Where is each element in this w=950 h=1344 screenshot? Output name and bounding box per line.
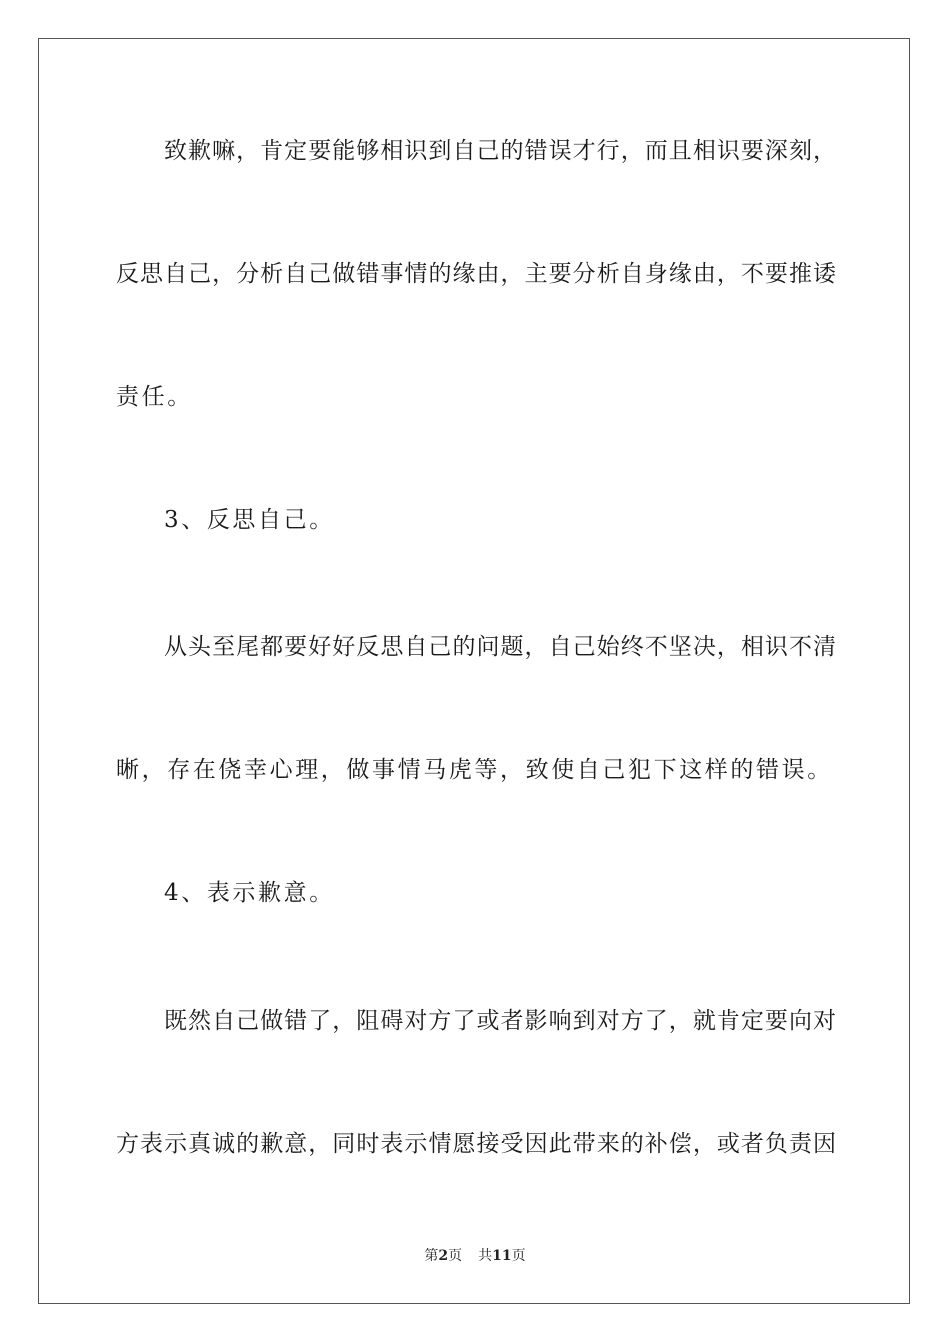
paragraph-line-3: 责任。 [116,384,193,410]
total-prefix: 共 [478,1248,493,1264]
page-prefix: 第 [424,1248,439,1264]
page-footer [0,1246,950,1266]
paragraph-line-6: 晰，存在侥幸心理，做事情马虎等，致使自己犯下这样的错误。 [116,757,833,783]
total-pages: 11 [492,1248,512,1264]
total-suffix: 页 [511,1248,526,1264]
paragraph-line-1: 致歉嘛，肯定要能够相识到自己的错误才行，而且相识要深刻， [164,138,836,164]
paragraph-line-9: 方表示真诚的歉意，同时表示情愿接受因此带来的补偿，或者负责因 [116,1131,836,1157]
paragraph-line-5: 从头至尾都要好好反思自己的问题，自己始终不坚决，相识不清 [164,634,836,660]
paragraph-line-8: 既然自己做错了，阻碍对方了或者影响到对方了，就肯定要向对 [164,1008,836,1034]
section-heading-4: 4、表示歉意。 [164,880,335,906]
page-number: 2 [438,1248,449,1264]
paragraph-line-2: 反思自己，分析自己做错事情的缘由，主要分析自身缘由，不要推诿 [116,261,836,287]
section-heading-3: 3、反思自己。 [164,507,335,533]
page-border [38,38,910,1304]
page-suffix: 页 [448,1248,463,1264]
